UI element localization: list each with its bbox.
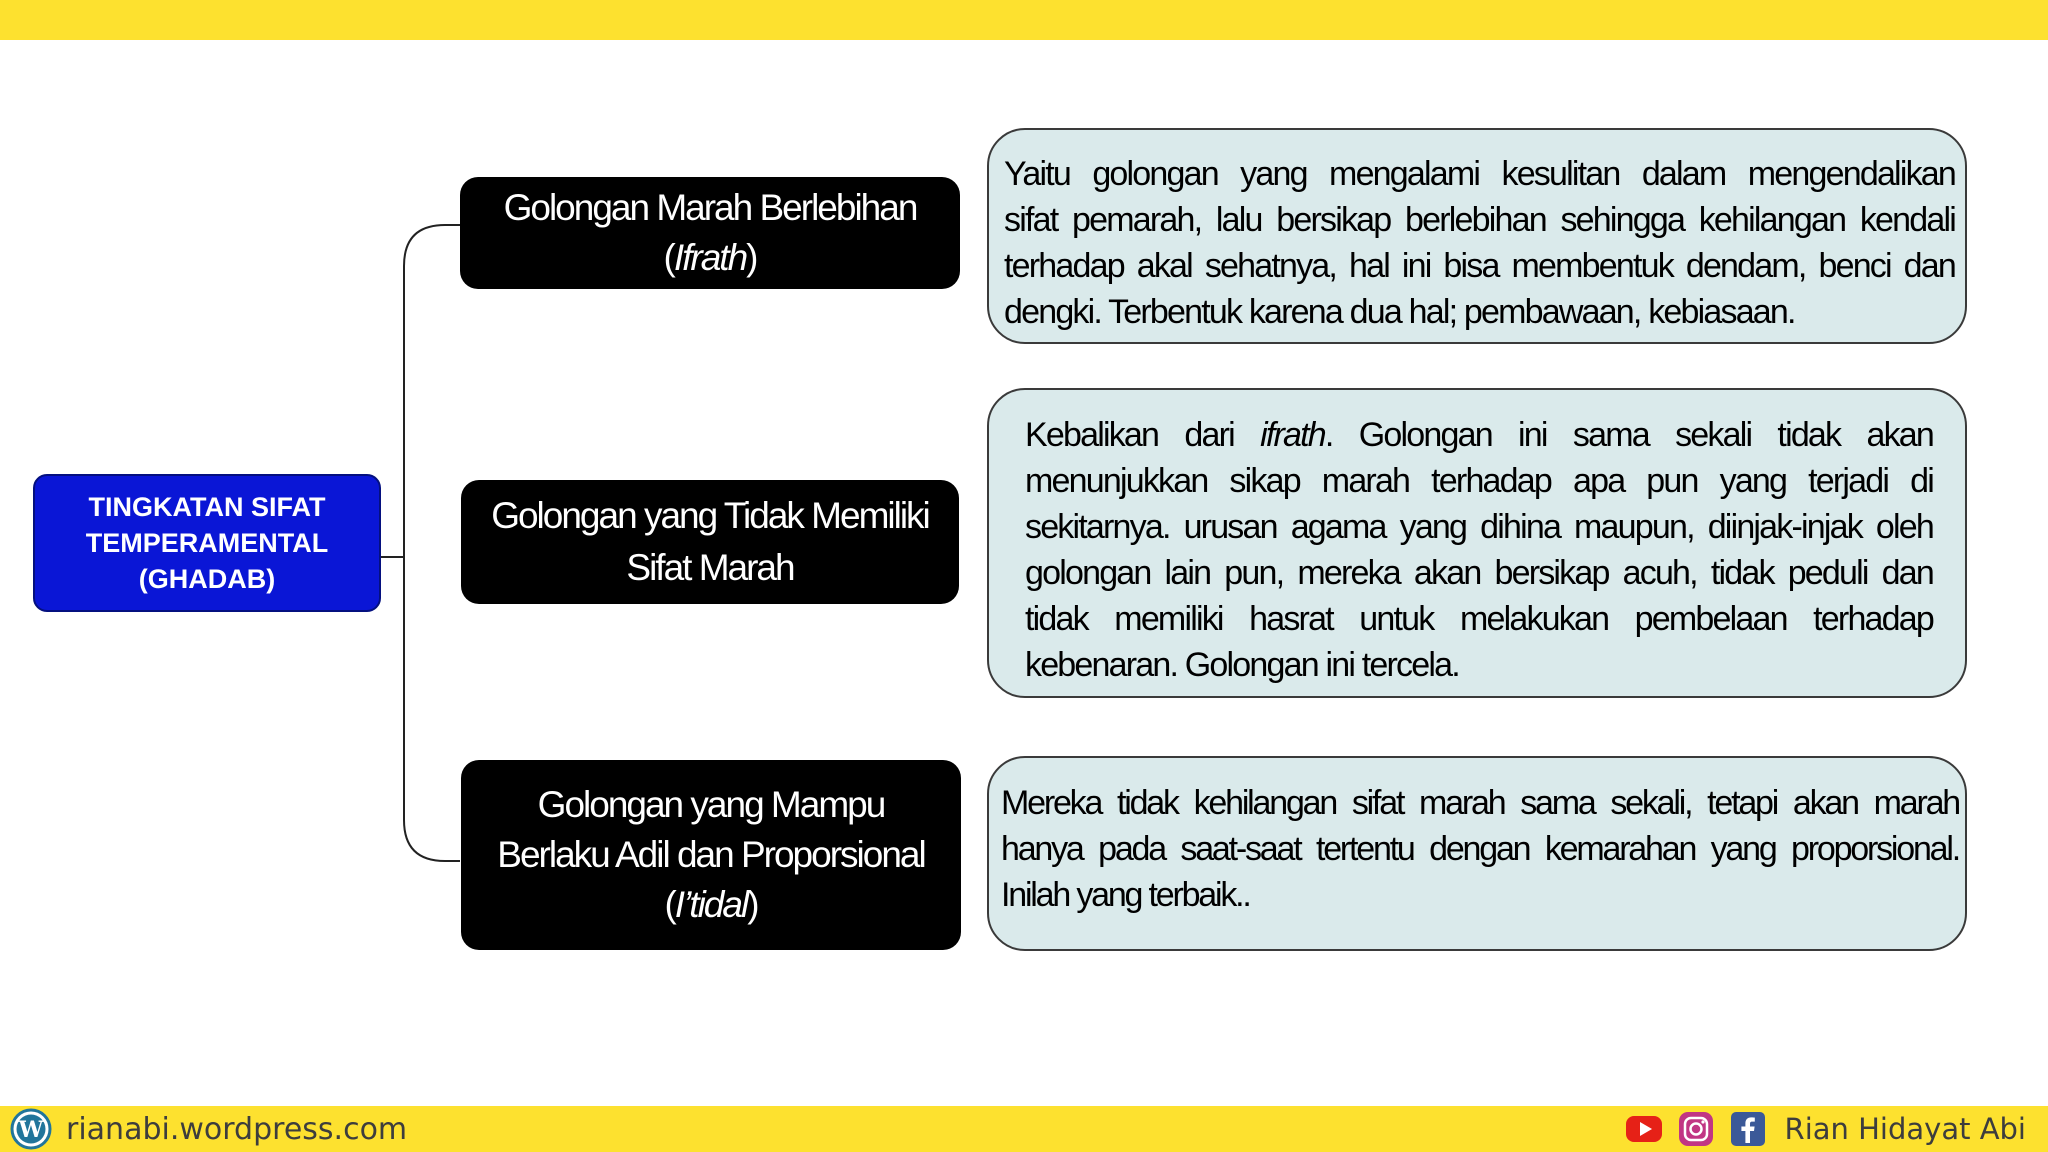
root-line-2: TEMPERAMENTAL bbox=[85, 528, 329, 558]
category-no-anger-line-1: Golongan yang Tidak Memiliki bbox=[491, 495, 929, 536]
svg-text:W: W bbox=[18, 1117, 44, 1143]
category-itidal-term: (I’tidal) bbox=[664, 884, 758, 925]
category-itidal-line-2: Berlaku Adil dan Proporsional bbox=[497, 834, 925, 875]
category-ifrath bbox=[460, 177, 960, 289]
description-line: Yaitu golongan yang mengalami kesulitan dalam mengendalikan bbox=[1004, 155, 1955, 193]
category-no-anger bbox=[461, 480, 959, 604]
description-line: golongan lain pun, mereka akan bersikap acuh, tidak peduli dan bbox=[1025, 554, 1933, 592]
footer-site[interactable] bbox=[10, 1108, 407, 1150]
wordpress-icon bbox=[10, 1108, 52, 1150]
root-line-1: TINGKATAN SIFAT bbox=[88, 492, 326, 522]
description-line: terhadap akal sehatnya, hal ini bisa membentuk dendam, benci dan bbox=[1004, 247, 1955, 285]
description-line: menunjukkan sikap marah terhadap apa pun yang terjadi di bbox=[1025, 462, 1933, 500]
author-name: Rian Hidayat Abi bbox=[1784, 1112, 2026, 1146]
description-ifrath bbox=[987, 128, 1967, 344]
root-node bbox=[33, 474, 381, 612]
facebook-icon[interactable] bbox=[1729, 1110, 1767, 1148]
description-itidal bbox=[987, 756, 1967, 951]
description-line: sekitarnya. urusan agama yang dihina maupun, diinjak-injak oleh bbox=[1025, 508, 1933, 546]
youtube-icon[interactable] bbox=[1625, 1110, 1663, 1148]
footer-author bbox=[1625, 1108, 2026, 1150]
description-no-anger bbox=[987, 388, 1967, 698]
instagram-icon[interactable] bbox=[1677, 1110, 1715, 1148]
description-line: dengki. Terbentuk karena dua hal; pembawaan, kebiasaan. bbox=[1004, 293, 1795, 331]
category-itidal-line-1: Golongan yang Mampu bbox=[537, 784, 885, 825]
connector-vertical bbox=[404, 225, 460, 861]
category-ifrath-term: (Ifrath) bbox=[663, 237, 757, 278]
description-line: Inilah yang terbaik.. bbox=[1001, 876, 1250, 914]
description-line: Kebalikan dari ifrath. Golongan ini sama sekali tidak akan bbox=[1025, 416, 1934, 454]
category-ifrath-title: Golongan Marah Berlebihan bbox=[503, 187, 917, 228]
category-itidal bbox=[461, 760, 961, 950]
description-line: sifat pemarah, lalu bersikap berlebihan sehingga kehilangan kendali bbox=[1004, 201, 1955, 239]
category-no-anger-line-2: Sifat Marah bbox=[626, 547, 794, 588]
root-line-3: (GHADAB) bbox=[138, 564, 276, 594]
description-line: Mereka tidak kehilangan sifat marah sama sekali, tetapi akan marah bbox=[1001, 784, 1959, 822]
description-line: kebenaran. Golongan ini tercela. bbox=[1025, 646, 1459, 684]
footer-url[interactable]: rianabi.wordpress.com bbox=[66, 1111, 408, 1147]
description-line: tidak memiliki hasrat untuk melakukan pembelaan terhadap bbox=[1025, 600, 1933, 638]
description-line: hanya pada saat-saat tertentu dengan kemarahan yang proporsional. bbox=[1001, 830, 1959, 868]
